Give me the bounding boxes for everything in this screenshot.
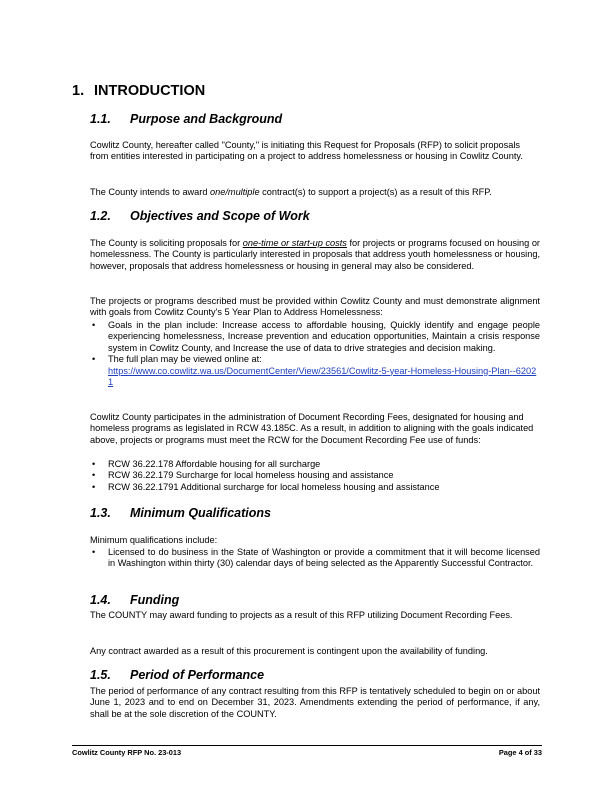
footer-page-number: Page 4 of 33 [498,748,542,757]
list-item [90,354,540,388]
bullet-text: Goals in the plan include: Increase access to affordable housing, Quickly identify and engage people experiencing homelessness, Increase prevention and education opportunities, Maintain a crisis response system in Cowlitz County, and Increase the use of data to drive strategies and decision making. [108,320,540,353]
bullet-icon: • [92,354,96,365]
subsection-heading-period [90,668,264,682]
plan-bullet-list [90,320,540,388]
funding-contingency-paragraph: Any contract awarded as a result of this procurement is contingent upon the availability of funding. [90,646,488,656]
list-item [90,320,540,354]
subsection-number: 1.1. [90,112,111,126]
section-title: INTRODUCTION [94,83,206,99]
subsection-number: 1.2. [90,209,111,223]
footer-rfp-number: Cowlitz County RFP No. 23-013 [72,748,182,757]
alignment-paragraph: The projects or programs described must be provided within Cowlitz County and must demonstrate alignment with goals from Cowlitz County's 5 Year Plan to Address Homelessness: [90,296,540,318]
subsection-number: 1.5. [90,668,111,682]
bullet-text: RCW 36.22.1791 Additional surcharge for local homeless housing and assistance [108,481,440,492]
bullet-icon: • [92,481,96,492]
subsection-title: Purpose and Background [130,112,283,126]
qualifications-bullet-list [90,547,540,570]
funding-paragraph: The COUNTY may award funding to projects as a result of this RFP utilizing Document Recording Fees. [90,610,513,620]
bullet-icon: • [92,547,96,557]
bullet-icon: • [92,470,96,481]
subsection-title: Funding [130,593,180,607]
subsection-number: 1.4. [90,593,111,607]
award-text-end: contract(s) to support a project(s) as a result of this RFP. [259,187,492,197]
award-paragraph [90,187,540,198]
list-item [90,459,540,470]
list-item [90,470,540,481]
bullet-text: The full plan may be viewed online at: [108,354,262,365]
section-heading-introduction [72,83,205,99]
award-text: The County intends to award [90,187,211,197]
bullet-text: Licensed to do business in the State of Washington or provide a commitment that it will become licensed in Washington within thirty (30) calendar days of being selected as the Apparently Successful Contractor. [108,547,540,569]
subsection-title: Minimum Qualifications [130,506,271,520]
subsection-number: 1.3. [90,506,111,520]
award-emphasis: one/multiple [210,187,260,197]
recording-fees-paragraph: Cowlitz County participates in the administration of Document Recording Fees, designated for housing and homeless programs as legislated in RCW 43.185C. As a result, in addition to aligning with the goals indicated above, projects or programs must meet the RCW for the Document Recording Fee use of funds: [90,412,534,445]
list-item [90,547,540,570]
objectives-text: The County is soliciting proposals for [90,238,243,248]
bullet-icon: • [92,459,96,469]
subsection-heading-purpose [90,112,282,126]
purpose-paragraph: Cowlitz County, hereafter called "County," is initiating this Request for Proposals (RFP) to solicit proposals from entities interested in participating on a project to address homelessness or housing in Cowlitz County. [90,140,523,162]
rcw-bullet-list [90,459,540,493]
list-item [90,482,540,493]
period-paragraph: The period of performance of any contract resulting from this RFP is tentatively scheduled to begin on or about June 1, 2023 and to end on December 31, 2023. Amendments extending the period of performance, if any, shall be at the sole discretion of the COUNTY. [90,686,540,719]
subsection-title: Period of Performance [130,668,265,682]
bullet-text: RCW 36.22.179 Surcharge for local homeless housing and assistance [108,470,394,481]
objectives-paragraph [90,238,540,272]
footer-divider [72,745,542,746]
qualifications-intro: Minimum qualifications include: [90,535,218,545]
objectives-text-end: for projects or programs focused on housing or homelessness. The County is particularly interested in proposals that address youth homelessness or housing, however, proposals that address homelessness or housing in general may also be considered. [90,238,540,271]
subsection-title: Objectives and Scope of Work [130,209,310,223]
objectives-emphasis: one-time or start-up costs [242,238,347,248]
subsection-heading-qualifications [90,506,271,520]
section-number: 1. [72,83,85,99]
bullet-text: RCW 36.22.178 Affordable housing for all surcharge [108,459,321,469]
subsection-heading-funding [90,593,179,607]
subsection-heading-objectives [90,209,310,223]
plan-link[interactable]: https://www.co.cowlitz.wa.us/DocumentCenter/View/23561/Cowlitz-5-year-Homeless-Housing-Plan--62021 [108,365,537,388]
bullet-icon: • [92,320,96,330]
